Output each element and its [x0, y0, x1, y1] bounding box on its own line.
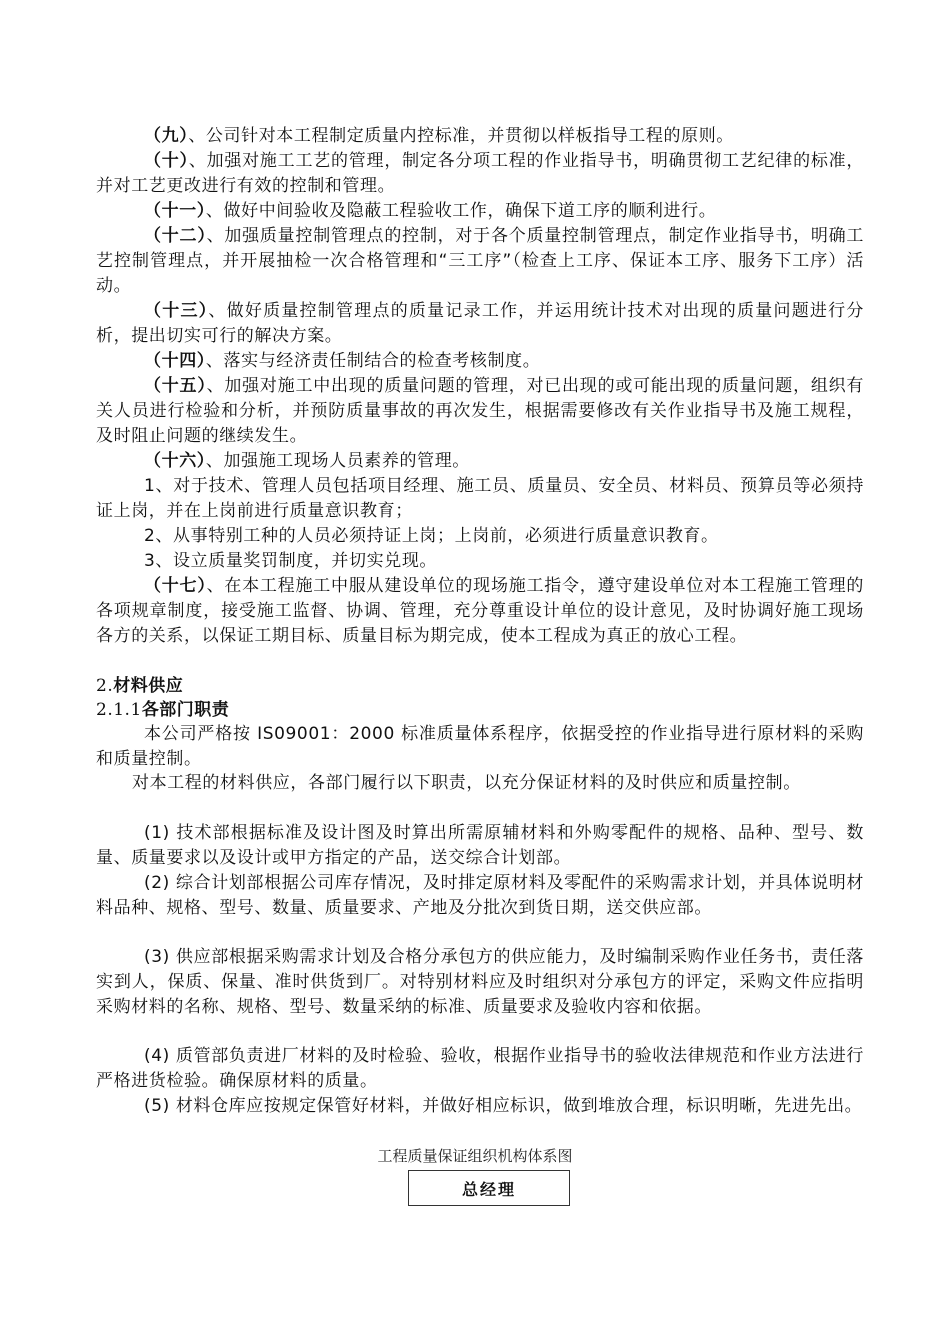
body-paragraph — [96, 771, 864, 796]
paragraph-text: (2) 综合计划部根据公司库存情况，及时排定原材料及零配件的采购需求计划，并具体说明材料品种、规格、型号、数量、质量要求、产地及分批次到货日期，送交供应部。 — [96, 873, 864, 918]
item-number: （十七） — [144, 576, 207, 596]
paragraph-item-12 — [96, 224, 864, 299]
paragraph-item-14 — [96, 349, 864, 374]
item-number: （十六） — [144, 451, 206, 471]
paragraph-text: 、加强对施工工艺的管理，制定各分项工程的作业指导书，明确贯彻工艺纪律的标准，并对工艺更改进行有效的控制和管理。 — [96, 151, 864, 196]
paragraph-item-16 — [96, 449, 864, 474]
subsection-title: 各部门职责 — [141, 700, 230, 720]
paragraph-item-13 — [96, 299, 864, 349]
paragraph-text: 、落实与经济责任制结合的检查考核制度。 — [205, 351, 541, 371]
item-number: （十五） — [144, 376, 207, 396]
paragraph-item-10 — [96, 149, 864, 199]
list-item — [96, 474, 864, 524]
paragraph-text: (4) 质管部负责进厂材料的及时检验、验收，根据作业指导书的验收法律规范和作业方法进行严格进货检验。确保原材料的质量。 — [96, 1046, 864, 1091]
item-number: （十） — [144, 151, 189, 171]
paragraph-text: 、公司针对本工程制定质量内控标准，并贯彻以样板指导工程的原则。 — [188, 126, 734, 146]
item-number: （九） — [144, 126, 189, 146]
subsection-heading — [96, 698, 229, 723]
section-heading — [96, 674, 183, 699]
list-item — [96, 549, 864, 574]
item-number: （十三） — [144, 301, 209, 321]
list-item — [96, 1094, 864, 1119]
paragraph-text: 、加强施工现场人员素养的管理。 — [205, 451, 470, 471]
paragraph-text: 本公司严格按 IS09001：2000 标准质量体系程序，依据受控的作业指导进行原材料的采购和质量控制。 — [96, 724, 864, 769]
paragraph-item-17 — [96, 574, 864, 649]
section-number: 2. — [96, 676, 114, 696]
list-item — [96, 821, 864, 871]
org-chart-caption: 工程质量保证组织机构体系图 — [377, 1147, 573, 1165]
list-item — [96, 945, 864, 1020]
item-number: （十四） — [144, 351, 206, 371]
paragraph-text: 、加强质量控制管理点的控制，对于各个质量控制管理点，制定作业指导书，明确工艺控制管理点，并开展抽检一次合格管理和“三工序”（检查上工序、保证本工序、服务下工序）活动。 — [96, 226, 864, 296]
item-number: （十二） — [144, 226, 207, 246]
list-item — [96, 1044, 864, 1094]
org-chart-node-general-manager: 总经理 — [408, 1170, 570, 1206]
subsection-number: 2.1.1 — [96, 700, 142, 720]
paragraph-item-11 — [96, 199, 864, 224]
paragraph-text: 3、设立质量奖罚制度，并切实兑现。 — [144, 551, 438, 571]
paragraph-text: 、在本工程施工中服从建设单位的现场施工指令，遵守建设单位对本工程施工管理的各项规章制度，接受施工监督、协调、管理，充分尊重设计单位的设计意见，及时协调好施工现场各方的关系，以保证工期目标、质量目标为期完成，使本工程成为真正的放心工程。 — [96, 576, 864, 646]
paragraph-text: (3) 供应部根据采购需求计划及合格分承包方的供应能力，及时编制采购作业任务书，责任落实到人，保质、保量、准时供货到厂。对特别材料应及时组织对分承包方的评定，采购文件应指明采购材料的名称、规格、型号、数量采纳的标准、质量要求及验收内容和依据。 — [96, 947, 864, 1017]
paragraph-text: 、做好质量控制管理点的质量记录工作，并运用统计技术对出现的质量问题进行分析，提出切实可行的解决方案。 — [96, 301, 864, 346]
paragraph-item-15 — [96, 374, 864, 449]
list-item — [96, 524, 864, 549]
item-number: （十一） — [144, 201, 206, 221]
paragraph-text: (5) 材料仓库应按规定保管好材料，并做好相应标识，做到堆放合理，标识明晰，先进先出。 — [144, 1096, 863, 1116]
paragraph-item-9 — [96, 124, 864, 149]
list-item — [96, 871, 864, 921]
paragraph-text: 对本工程的材料供应，各部门履行以下职责，以充分保证材料的及时供应和质量控制。 — [132, 773, 801, 793]
paragraph-text: 、做好中间验收及隐蔽工程验收工作，确保下道工序的顺利进行。 — [205, 201, 717, 221]
paragraph-text: 2、从事特别工种的人员必须持证上岗；上岗前，必须进行质量意识教育。 — [144, 526, 719, 546]
section-title: 材料供应 — [113, 676, 184, 696]
paragraph-text: 1、对于技术、管理人员包括项目经理、施工员、质量员、安全员、材料员、预算员等必须持证上岗，并在上岗前进行质量意识教育； — [96, 476, 864, 521]
paragraph-text: 、加强对施工中出现的质量问题的管理，对已出现的或可能出现的质量问题，组织有关人员进行检验和分析，并预防质量事故的再次发生，根据需要修改有关作业指导书及施工规程，及时阻止问题的继续发生。 — [96, 376, 864, 446]
paragraph-text: (1) 技术部根据标准及设计图及时算出所需原辅材料和外购零配件的规格、品种、型号、数量、质量要求以及设计或甲方指定的产品，送交综合计划部。 — [96, 823, 864, 868]
body-paragraph — [96, 722, 864, 772]
